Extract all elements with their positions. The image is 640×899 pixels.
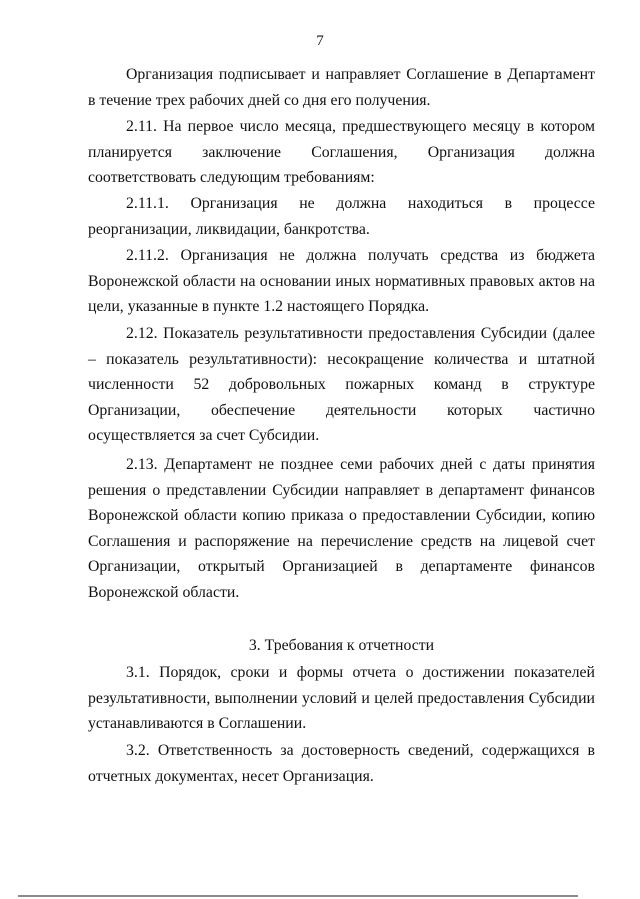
paragraph-2-11-2: 2.11.2. Организация не должна получать средства из бюджета Воронежской области на основании иных нормативных правовых актов на цели, указанные в пункте 1.2 настоящего Порядка.: [88, 247, 595, 316]
paragraph-agreement-signing: Организация подписывает и направляет Соглашение в Департамент в течение трех рабочих дней со дня его получения.: [88, 66, 595, 109]
paragraph-2-13: 2.13. Департамент не позднее семи рабочих дней с даты принятия решения о представлении Субсидии направляет в департамент финансов Воронежской области копию приказа о предоставлении Субсидии, копию Соглашения и распоряжение на перечисление средств на лицевой счет Организации, открытый Организацией в департаменте финансов Воронежской области.: [88, 456, 595, 601]
paragraph-2-12: 2.12. Показатель результативности предоставления Субсидии (далее – показатель результативности): несокращение количества и штатной численности 52 добровольных пожарных команд в структуре Организации, обеспечение деятельности которых частично осуществляется за счет Субсидии.: [88, 325, 595, 445]
page-number: 7: [316, 33, 324, 49]
section-3-heading: 3. Требования к отчетности: [248, 637, 435, 654]
paragraph-3-1: 3.1. Порядок, сроки и формы отчета о достижении показателей результативности, выполнении условий и целей предоставления Субсидии устанавливаются в Соглашении.: [88, 664, 595, 733]
paragraph-3-2: 3.2. Ответственность за достоверность сведений, содержащихся в отчетных документах, несет Организация.: [88, 742, 595, 785]
paragraph-2-11-1: 2.11.1. Организация не должна находиться в процессе реорганизации, ликвидации, банкротства.: [88, 195, 595, 238]
scan-edge-line: [18, 895, 578, 897]
paragraph-2-11: 2.11. На первое число месяца, предшествующего месяцу в котором планируется заключение Соглашения, Организация должна соответствовать следующим требованиям:: [88, 118, 595, 187]
